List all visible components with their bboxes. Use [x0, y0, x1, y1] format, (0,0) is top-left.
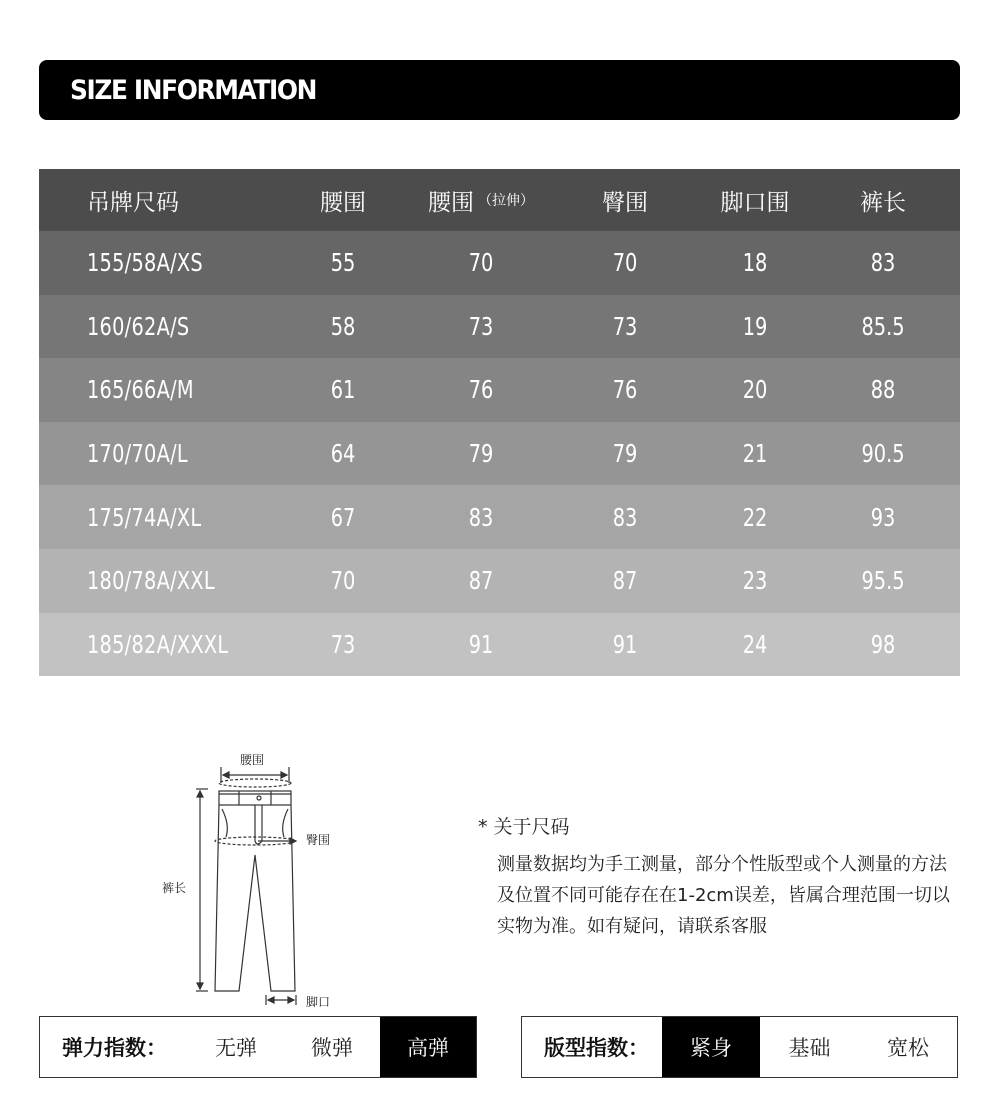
cell-length: 98 [870, 629, 896, 659]
cell-tag-size: 175/74A/XL [87, 502, 202, 532]
cell-tag-size: 165/66A/M [87, 375, 194, 405]
cell-length: 95.5 [861, 566, 905, 596]
table-row [39, 295, 960, 359]
elasticity-option-high: 高弹 [380, 1017, 476, 1077]
cell-hip: 73 [612, 311, 638, 341]
cell-waist: 73 [330, 629, 356, 659]
cell-waist-stretch: 91 [468, 629, 494, 659]
table-row [39, 231, 960, 295]
fit-option-regular: 基础 [788, 1036, 831, 1060]
cell-hem: 19 [742, 311, 768, 341]
header-length: 裤长 [860, 189, 906, 216]
size-table [39, 169, 960, 676]
header-hem: 脚口围 [720, 189, 790, 216]
cell-length: 90.5 [861, 439, 905, 469]
cell-hem: 22 [742, 502, 768, 532]
cell-hip: 91 [612, 629, 638, 659]
elasticity-index-label: 弹力指数： [62, 1036, 167, 1060]
cell-waist: 70 [330, 566, 356, 596]
cell-hem: 20 [742, 375, 768, 405]
diagram-label-hip: 臀围 [306, 833, 331, 847]
size-note-body: 测量数据均为手工测量，部分个性版型或个人测量的方法及位置不同可能存在在1-2cm误差，皆属合理范围一切以实物为准。如有疑问，请联系客服 [497, 854, 950, 937]
cell-hip: 70 [612, 248, 638, 278]
header-waist-stretch-label: 腰围 [428, 189, 474, 216]
cell-length: 85.5 [861, 311, 905, 341]
cell-waist: 58 [330, 311, 356, 341]
fit-index-label: 版型指数： [544, 1036, 649, 1060]
cell-waist-stretch: 70 [468, 248, 494, 278]
cell-length: 93 [870, 502, 896, 532]
table-row [39, 422, 960, 486]
cell-tag-size: 155/58A/XS [87, 248, 203, 278]
cell-hem: 24 [742, 629, 768, 659]
fit-index [521, 1016, 958, 1078]
header-waist-stretch [428, 169, 534, 231]
header-waist: 腰围 [320, 189, 366, 216]
cell-waist-stretch: 87 [468, 566, 494, 596]
fit-option-loose: 宽松 [887, 1036, 929, 1060]
cell-waist: 67 [330, 502, 356, 532]
cell-tag-size: 185/82A/XXXL [87, 629, 229, 659]
diagram-label-length: 裤长 [162, 881, 187, 895]
cell-hip: 83 [612, 502, 638, 532]
cell-tag-size: 180/78A/XXL [87, 566, 215, 596]
table-row [39, 485, 960, 549]
cell-hem: 23 [742, 566, 768, 596]
cell-length: 83 [870, 248, 896, 278]
table-row [39, 613, 960, 677]
cell-tag-size: 160/62A/S [87, 311, 190, 341]
elasticity-option-none: 无弹 [215, 1036, 257, 1060]
banner-title: SIZE INFORMATION [70, 75, 317, 106]
cell-waist-stretch: 73 [468, 311, 494, 341]
header-tag-size: 吊牌尺码 [87, 189, 179, 216]
diagram-label-waist: 腰围 [240, 753, 265, 767]
cell-hem: 21 [742, 439, 768, 469]
header-hip: 臀围 [602, 189, 648, 216]
table-header-row [39, 169, 960, 231]
fit-option-slim: 紧身 [662, 1017, 760, 1077]
size-note [478, 812, 958, 942]
cell-waist-stretch: 79 [468, 439, 494, 469]
cell-waist: 61 [330, 375, 356, 405]
size-note-title: * 关于尺码 [478, 816, 570, 838]
table-row [39, 358, 960, 422]
cell-hip: 76 [612, 375, 638, 405]
cell-tag-size: 170/70A/L [87, 439, 188, 469]
cell-length: 88 [870, 375, 896, 405]
cell-hip: 87 [612, 566, 638, 596]
elasticity-index [39, 1016, 477, 1078]
cell-waist: 55 [330, 248, 356, 278]
table-row [39, 549, 960, 613]
size-information-banner [39, 60, 960, 120]
cell-hem: 18 [742, 248, 768, 278]
table-body [39, 231, 960, 676]
cell-waist-stretch: 83 [468, 502, 494, 532]
cell-hip: 79 [612, 439, 638, 469]
header-stretch-note: （拉伸） [478, 193, 534, 209]
pants-diagram [150, 745, 350, 1015]
cell-waist: 64 [330, 439, 356, 469]
elasticity-option-slight: 微弹 [311, 1036, 353, 1060]
cell-waist-stretch: 76 [468, 375, 494, 405]
diagram-label-hem: 脚口 [306, 995, 331, 1009]
